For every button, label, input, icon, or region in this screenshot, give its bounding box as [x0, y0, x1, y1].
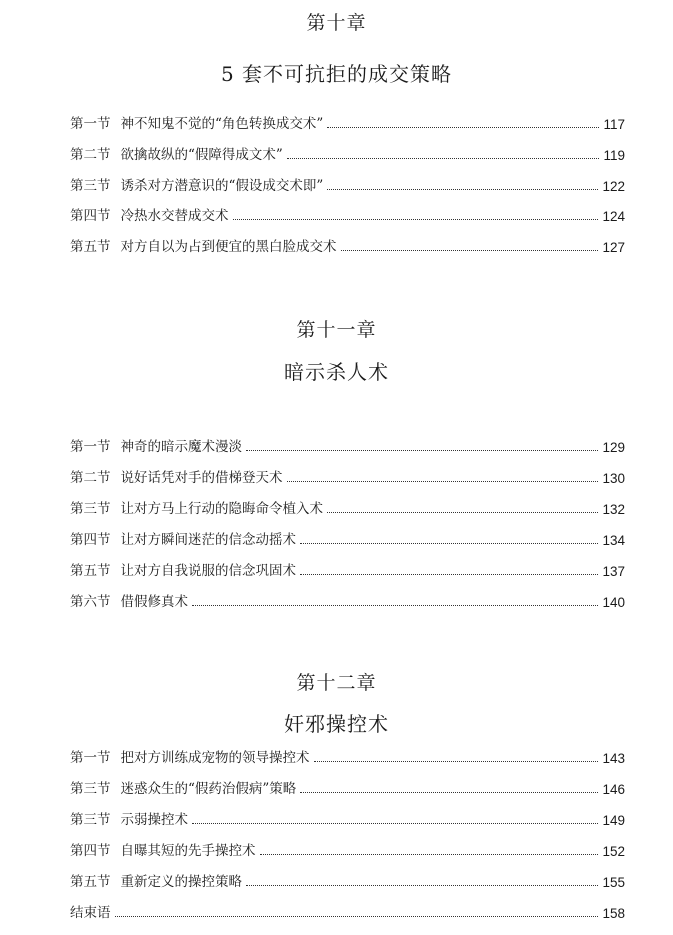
page-number: 137	[602, 564, 625, 579]
dot-leader	[115, 916, 599, 917]
section-title: 自曝其短的先手操控术	[120, 843, 256, 859]
toc-row[interactable]	[70, 839, 625, 859]
toc-row[interactable]	[70, 466, 625, 486]
section-title: 让对方瞬间迷茫的信念动摇术	[120, 532, 296, 548]
section-title: 冷热水交替成交术	[120, 208, 229, 224]
section-title: 让对方马上行动的隐晦命令植入术	[120, 501, 323, 517]
dot-leader	[300, 574, 598, 575]
chapter-10-number: 第十章	[306, 12, 367, 34]
toc-row-epilogue[interactable]	[70, 901, 625, 921]
page-number: 158	[602, 906, 625, 921]
chapter-11-title: 暗示杀人术	[284, 360, 389, 384]
section-number: 第三节	[70, 501, 111, 517]
dot-leader	[327, 512, 598, 513]
dot-leader	[287, 158, 600, 159]
dot-leader	[300, 543, 598, 544]
toc-row[interactable]	[70, 112, 625, 132]
section-title: 让对方自我说服的信念巩固术	[120, 563, 296, 579]
toc-row[interactable]	[70, 528, 625, 548]
section-number: 第四节	[70, 532, 111, 548]
epilogue-title: 结束语	[70, 905, 111, 921]
section-number: 第一节	[70, 750, 111, 766]
section-number: 第二节	[70, 470, 111, 486]
page-number: 140	[602, 595, 625, 610]
chapter-10-title: 5 套不可抗拒的成交策略	[220, 62, 453, 86]
section-number: 第五节	[70, 239, 111, 255]
toc-row[interactable]	[70, 435, 625, 455]
section-title: 欲擒故纵的“假障得成文术”	[120, 147, 283, 163]
section-title: 说好话凭对手的借梯登天术	[120, 470, 283, 486]
page-number: 130	[602, 471, 625, 486]
toc-row[interactable]	[70, 777, 625, 797]
section-title: 神奇的暗示魔术漫淡	[120, 439, 242, 455]
page-number: 127	[602, 240, 625, 255]
dot-leader	[246, 450, 598, 451]
toc-row[interactable]	[70, 497, 625, 517]
section-number: 第三节	[70, 812, 111, 828]
section-title: 把对方训练成宠物的领导操控术	[120, 750, 310, 766]
toc-row[interactable]	[70, 143, 625, 163]
section-number: 第四节	[70, 208, 111, 224]
toc-row[interactable]	[70, 235, 625, 255]
dot-leader	[233, 219, 599, 220]
toc-row[interactable]	[70, 870, 625, 890]
section-title: 对方自以为占到便宜的黑白脸成交术	[120, 239, 337, 255]
dot-leader	[287, 481, 599, 482]
section-title: 示弱操控术	[120, 812, 188, 828]
dot-leader	[246, 885, 598, 886]
section-number: 第一节	[70, 439, 111, 455]
toc-row[interactable]	[70, 174, 625, 194]
section-title: 重新定义的操控策略	[120, 874, 242, 890]
page-number: 119	[603, 148, 625, 163]
toc-row[interactable]	[70, 746, 625, 766]
dot-leader	[260, 854, 599, 855]
dot-leader	[327, 189, 598, 190]
section-number: 第三节	[70, 781, 111, 797]
page-number: 129	[602, 440, 625, 455]
page-number: 117	[603, 117, 625, 132]
page-number: 122	[602, 179, 625, 194]
dot-leader	[314, 761, 599, 762]
page-number: 149	[602, 813, 625, 828]
section-number: 第五节	[70, 874, 111, 890]
toc-row[interactable]	[70, 808, 625, 828]
section-title: 神不知鬼不觉的“角色转换成交术”	[120, 116, 324, 132]
section-title: 借假修真术	[120, 594, 188, 610]
section-number: 第六节	[70, 594, 111, 610]
chapter-11-number: 第十一章	[296, 319, 377, 341]
toc-row[interactable]	[70, 559, 625, 579]
dot-leader	[327, 127, 599, 128]
dot-leader	[192, 605, 598, 606]
section-number: 第一节	[70, 116, 111, 132]
section-number: 第五节	[70, 563, 111, 579]
section-number: 第三节	[70, 178, 111, 194]
section-number: 第二节	[70, 147, 111, 163]
chapter-12-number: 第十二章	[296, 672, 377, 694]
page-number: 134	[602, 533, 625, 548]
page-number: 152	[602, 844, 625, 859]
section-number: 第四节	[70, 843, 111, 859]
chapter-12-title: 奸邪操控术	[284, 712, 389, 736]
page-number: 124	[602, 209, 625, 224]
page-number: 146	[602, 782, 625, 797]
page-number: 155	[602, 875, 625, 890]
page-number: 143	[602, 751, 625, 766]
dot-leader	[341, 250, 599, 251]
toc-row[interactable]	[70, 204, 625, 224]
toc-row[interactable]	[70, 590, 625, 610]
page-number: 132	[602, 502, 625, 517]
section-title: 迷惑众生的“假药治假病”策略	[120, 781, 297, 797]
dot-leader	[300, 792, 598, 793]
section-title: 诱杀对方潜意识的“假设成交术即”	[120, 178, 324, 194]
dot-leader	[192, 823, 598, 824]
